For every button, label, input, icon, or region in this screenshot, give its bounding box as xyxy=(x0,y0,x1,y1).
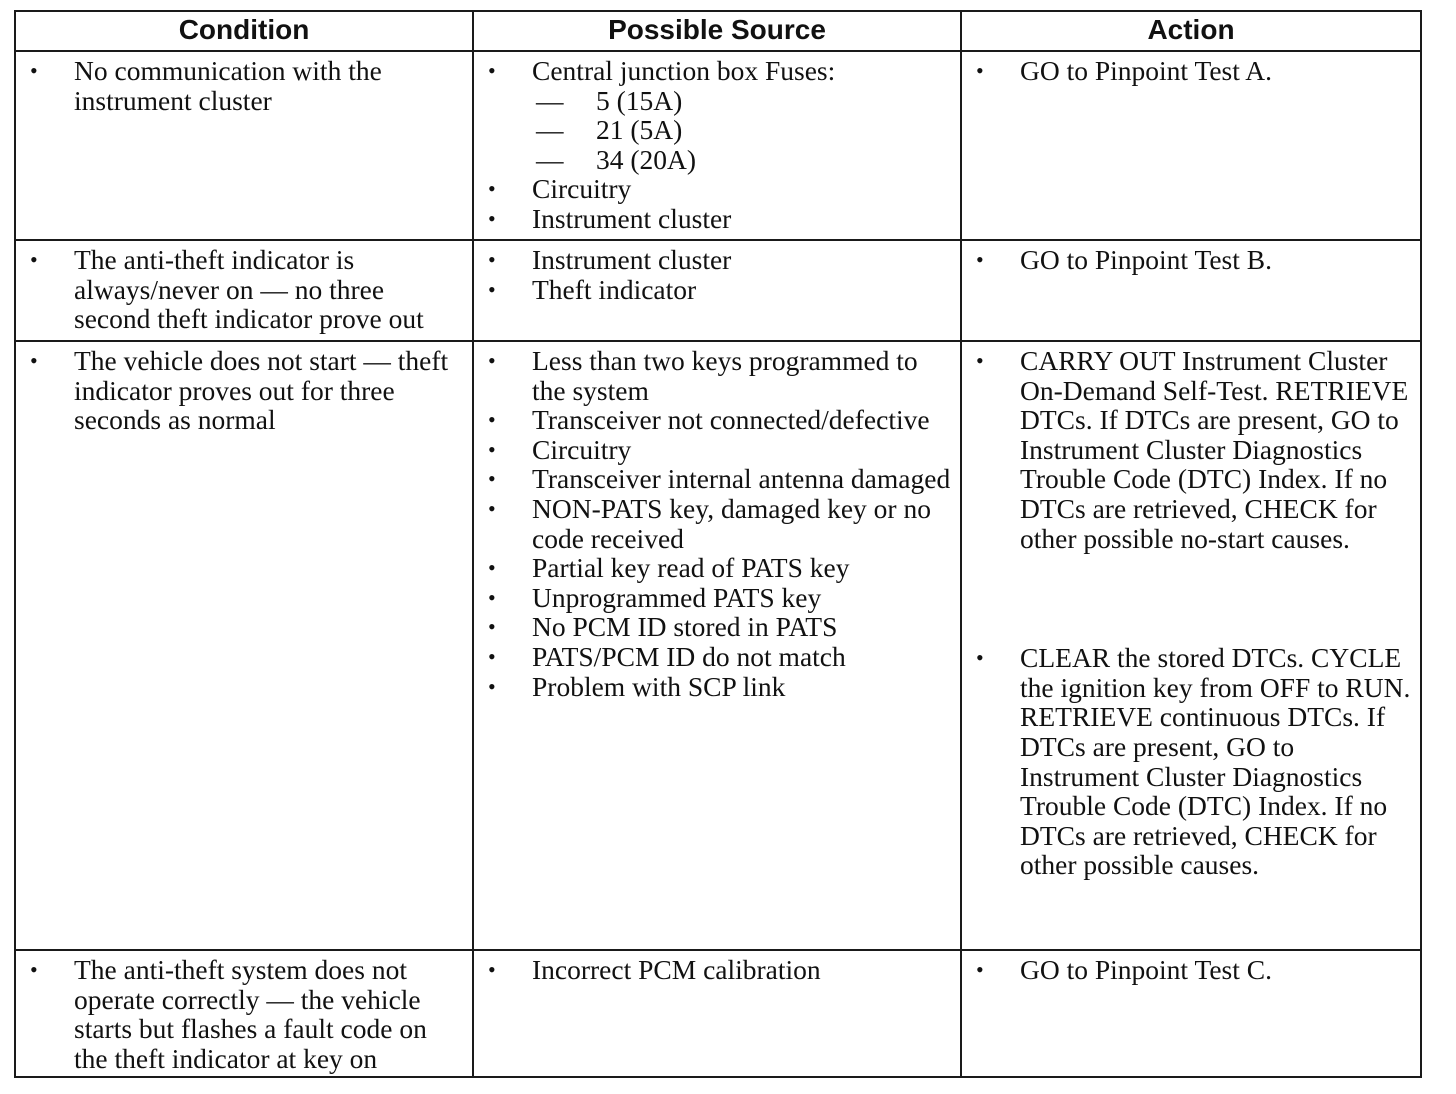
bullet-icon: • xyxy=(488,957,496,982)
list-item xyxy=(976,643,1414,880)
condition-cell xyxy=(15,240,473,341)
condition-cell xyxy=(15,950,473,1077)
list-item xyxy=(976,955,1414,985)
symptom-chart-table xyxy=(14,10,1422,1078)
list-item xyxy=(488,583,954,613)
source-text: Incorrect PCM calibration xyxy=(532,954,821,985)
bullet-icon: • xyxy=(488,205,496,231)
bullet-icon: • xyxy=(30,348,38,373)
fuse-item xyxy=(532,86,954,116)
list-item xyxy=(488,642,954,672)
bullet-icon: • xyxy=(976,645,984,671)
list-item xyxy=(488,435,954,465)
bullet-icon: • xyxy=(488,247,496,272)
bullet-icon: • xyxy=(976,957,984,982)
bullet-icon: • xyxy=(976,247,984,272)
action-cell xyxy=(961,240,1421,341)
dash-icon: — xyxy=(536,143,564,175)
condition-text: No communication with the instrument cluster xyxy=(74,55,382,116)
list-item xyxy=(30,346,466,435)
bullet-icon: • xyxy=(488,555,496,581)
condition-cell xyxy=(15,341,473,950)
list-item xyxy=(488,204,954,234)
dash-icon: — xyxy=(536,84,564,116)
source-text: Transceiver internal antenna damaged xyxy=(532,463,951,495)
source-text: Instrument cluster xyxy=(532,202,732,234)
table-row xyxy=(15,950,1421,1077)
list-item xyxy=(30,245,466,334)
fuse-list xyxy=(532,86,954,175)
bullet-icon: • xyxy=(488,58,496,83)
fuse-text: 34 (20A) xyxy=(596,143,697,175)
source-text: Theft indicator xyxy=(532,273,697,305)
list-item xyxy=(488,245,954,275)
bullet-icon: • xyxy=(488,643,496,669)
source-text: Central junction box Fuses: xyxy=(532,55,836,86)
list-item xyxy=(488,464,954,494)
source-text: PATS/PCM ID do not match xyxy=(532,640,846,672)
condition-text: The anti-theft indicator is always/never on — no three second theft indicator prove out xyxy=(74,244,424,335)
header-condition: Condition xyxy=(15,11,473,51)
table-row xyxy=(15,240,1421,341)
source-text: Partial key read of PATS key xyxy=(532,552,850,584)
header-action: Action xyxy=(961,11,1421,51)
list-item xyxy=(488,612,954,642)
bullet-icon: • xyxy=(30,957,38,982)
list-item xyxy=(30,955,466,1073)
source-text: NON-PATS key, damaged key or no code received xyxy=(532,492,931,554)
source-text: Unprogrammed PATS key xyxy=(532,581,822,613)
bullet-icon: • xyxy=(976,58,984,83)
condition-text: The anti-theft system does not operate correctly — the vehicle starts but flashes a fault code on the theft indicator at key on xyxy=(74,954,427,1074)
list-item xyxy=(488,174,954,204)
action-cell xyxy=(961,341,1421,950)
list-item xyxy=(488,56,954,174)
list-item xyxy=(488,494,954,553)
action-text: GO to Pinpoint Test B. xyxy=(1020,244,1272,275)
source-text: Circuitry xyxy=(532,433,632,465)
bullet-icon: • xyxy=(976,348,984,373)
source-text: Problem with SCP link xyxy=(532,670,786,702)
list-item xyxy=(488,955,954,985)
action-text: GO to Pinpoint Test A. xyxy=(1020,55,1272,86)
header-possible-source: Possible Source xyxy=(473,11,961,51)
source-text: Less than two keys programmed to the system xyxy=(532,345,918,406)
list-item xyxy=(488,405,954,435)
source-text: Instrument cluster xyxy=(532,244,732,275)
source-cell xyxy=(473,341,961,950)
fuse-item xyxy=(532,145,954,175)
fuse-item xyxy=(532,115,954,145)
action-text: GO to Pinpoint Test C. xyxy=(1020,954,1272,985)
source-text: No PCM ID stored in PATS xyxy=(532,611,838,643)
list-item xyxy=(30,56,466,115)
action-text: CLEAR the stored DTCs. CYCLE the ignition key from OFF to RUN. RETRIEVE continuous DTCs. If DTCs are present, GO to Instrument Cluster Diagnostics Trouble Code (DTC) Index. If no DTCs are retrieved, CHECK for other possible causes. xyxy=(1020,642,1411,881)
dash-icon: — xyxy=(536,114,564,146)
table-row xyxy=(15,341,1421,950)
bullet-icon: • xyxy=(488,176,496,202)
bullet-icon: • xyxy=(488,276,496,302)
bullet-icon: • xyxy=(30,247,38,272)
list-item xyxy=(488,275,954,305)
bullet-icon: • xyxy=(488,673,496,699)
diagnostic-sheet xyxy=(14,10,1420,1078)
list-item xyxy=(488,553,954,583)
table-row xyxy=(15,51,1421,240)
list-item xyxy=(976,245,1414,275)
condition-cell xyxy=(15,51,473,240)
header-row xyxy=(15,11,1421,51)
condition-text: The vehicle does not start — theft indicator proves out for three seconds as normal xyxy=(74,345,449,436)
bullet-icon: • xyxy=(488,466,496,492)
bullet-icon: • xyxy=(30,58,38,83)
bullet-icon: • xyxy=(488,348,496,373)
list-item xyxy=(976,56,1414,86)
source-text: Circuitry xyxy=(532,173,632,205)
bullet-icon: • xyxy=(488,614,496,640)
bullet-icon: • xyxy=(488,495,496,521)
bullet-icon: • xyxy=(488,584,496,610)
list-item xyxy=(488,346,954,405)
source-cell xyxy=(473,240,961,341)
source-text: Transceiver not connected/defective xyxy=(532,404,930,436)
fuse-text: 21 (5A) xyxy=(596,114,683,146)
action-text: CARRY OUT Instrument Cluster On-Demand Self-Test. RETRIEVE DTCs. If DTCs are present, GO to Instrument Cluster Diagnostics Trouble Code (DTC) Index. If no DTCs are retrieved, CHECK for other possible no-start causes. xyxy=(1020,345,1409,554)
action-cell xyxy=(961,950,1421,1077)
source-cell xyxy=(473,51,961,240)
list-item xyxy=(976,346,1414,553)
list-item xyxy=(488,672,954,702)
fuse-text: 5 (15A) xyxy=(596,84,683,116)
source-cell xyxy=(473,950,961,1077)
action-cell xyxy=(961,51,1421,240)
spacer xyxy=(976,553,1414,643)
bullet-icon: • xyxy=(488,407,496,433)
bullet-icon: • xyxy=(488,436,496,462)
